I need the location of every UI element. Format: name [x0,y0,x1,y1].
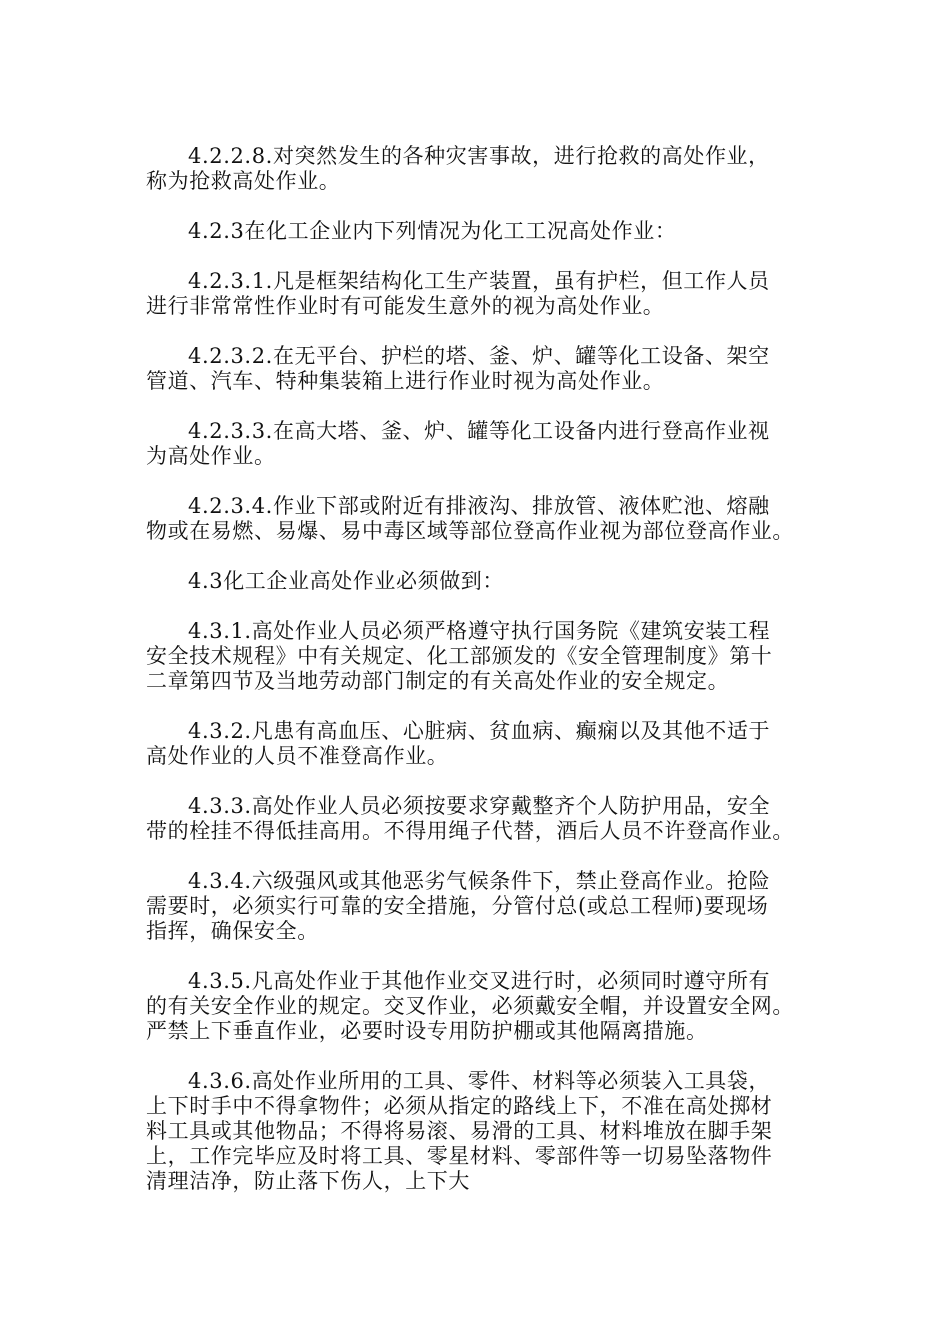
paragraph-line: 管道、汽车、特种集装箱上进行作业时视为高处作业。 [146,369,665,393]
paragraph-line: 的有关安全作业的规定。交叉作业，必须戴安全帽，并设置安全网。 [146,994,794,1018]
paragraph-line: 高处作业的人员不准登高作业。 [146,744,449,768]
paragraph-4-3-1 [146,619,836,694]
paragraph-line: 上，工作完毕应及时将工具、零星材料、零部件等一切易坠落物件 [146,1144,773,1168]
paragraph-line: 二章第四节及当地劳动部门制定的有关高处作业的安全规定。 [146,669,730,693]
paragraph-line: 4.2.3.2.在无平台、护栏的塔、釜、炉、罐等化工设备、架空 [188,344,770,368]
paragraph-4-3-6 [146,1069,836,1194]
paragraph-line: 4.2.3.4.作业下部或附近有排液沟、排放管、液体贮池、熔融 [188,494,770,518]
paragraph-4-2-3-1 [146,269,836,319]
paragraph-line: 4.3.2.凡患有高血压、心脏病、贫血病、癫痫以及其他不适于 [188,719,771,743]
paragraph-4-3 [146,569,836,594]
paragraph-line: 严禁上下垂直作业，必要时设专用防护棚或其他隔离措施。 [146,1019,708,1043]
paragraph-line: 为高处作业。 [146,444,276,468]
paragraph-line: 4.2.2.8.对突然发生的各种灾害事故，进行抢救的高处作业， [188,144,770,168]
paragraph-4-3-5 [146,969,836,1044]
paragraph-line: 指挥，确保安全。 [146,919,319,943]
paragraph-line: 安全技术规程》中有关规定、化工部颁发的《安全管理制度》第十 [146,644,773,668]
paragraph-line: 进行非常常性作业时有可能发生意外的视为高处作业。 [146,294,665,318]
paragraph-4-2-3-2 [146,344,836,394]
paragraph-4-2-2-8 [146,144,836,194]
paragraph-line: 4.2.3在化工企业内下列情况为化工工况高处作业： [188,219,677,243]
paragraph-line: 4.3.5.凡高处作业于其他作业交叉进行时，必须同时遵守所有 [188,969,771,993]
paragraph-line: 4.3.4.六级强风或其他恶劣气候条件下，禁止登高作业。抢险 [188,869,771,893]
paragraph-line: 物或在易燃、易爆、易中毒区域等部位登高作业视为部位登高作业。 [146,519,794,543]
paragraph-4-2-3-3 [146,419,836,469]
paragraph-line: 4.2.3.3.在高大塔、釜、炉、罐等化工设备内进行登高作业视 [188,419,770,443]
paragraph-line: 上下时手中不得拿物件；必须从指定的路线上下，不准在高处掷材 [146,1094,773,1118]
paragraph-line: 4.2.3.1.凡是框架结构化工生产装置，虽有护栏，但工作人员 [188,269,770,293]
paragraph-line: 需要时，必须实行可靠的安全措施，分管付总(或总工程师)要现场 [146,894,769,918]
document-body [146,144,836,1219]
paragraph-line: 4.3化工企业高处作业必须做到： [188,569,504,593]
paragraph-4-3-2 [146,719,836,769]
paragraph-line: 4.3.6.高处作业所用的工具、零件、材料等必须装入工具袋， [188,1069,771,1093]
paragraph-4-3-4 [146,869,836,944]
paragraph-line: 料工具或其他物品；不得将易滚、易滑的工具、材料堆放在脚手架 [146,1119,773,1143]
paragraph-4-3-3 [146,794,836,844]
paragraph-line: 4.3.1.高处作业人员必须严格遵守执行国务院《建筑安装工程 [188,619,771,643]
paragraph-line: 称为抢救高处作业。 [146,169,341,193]
paragraph-4-2-3 [146,219,836,244]
paragraph-4-2-3-4 [146,494,836,544]
paragraph-line: 4.3.3.高处作业人员必须按要求穿戴整齐个人防护用品，安全 [188,794,771,818]
paragraph-line: 清理洁净，防止落下伤人，上下大 [146,1169,470,1193]
paragraph-line: 带的栓挂不得低挂高用。不得用绳子代替，酒后人员不许登高作业。 [146,819,794,843]
